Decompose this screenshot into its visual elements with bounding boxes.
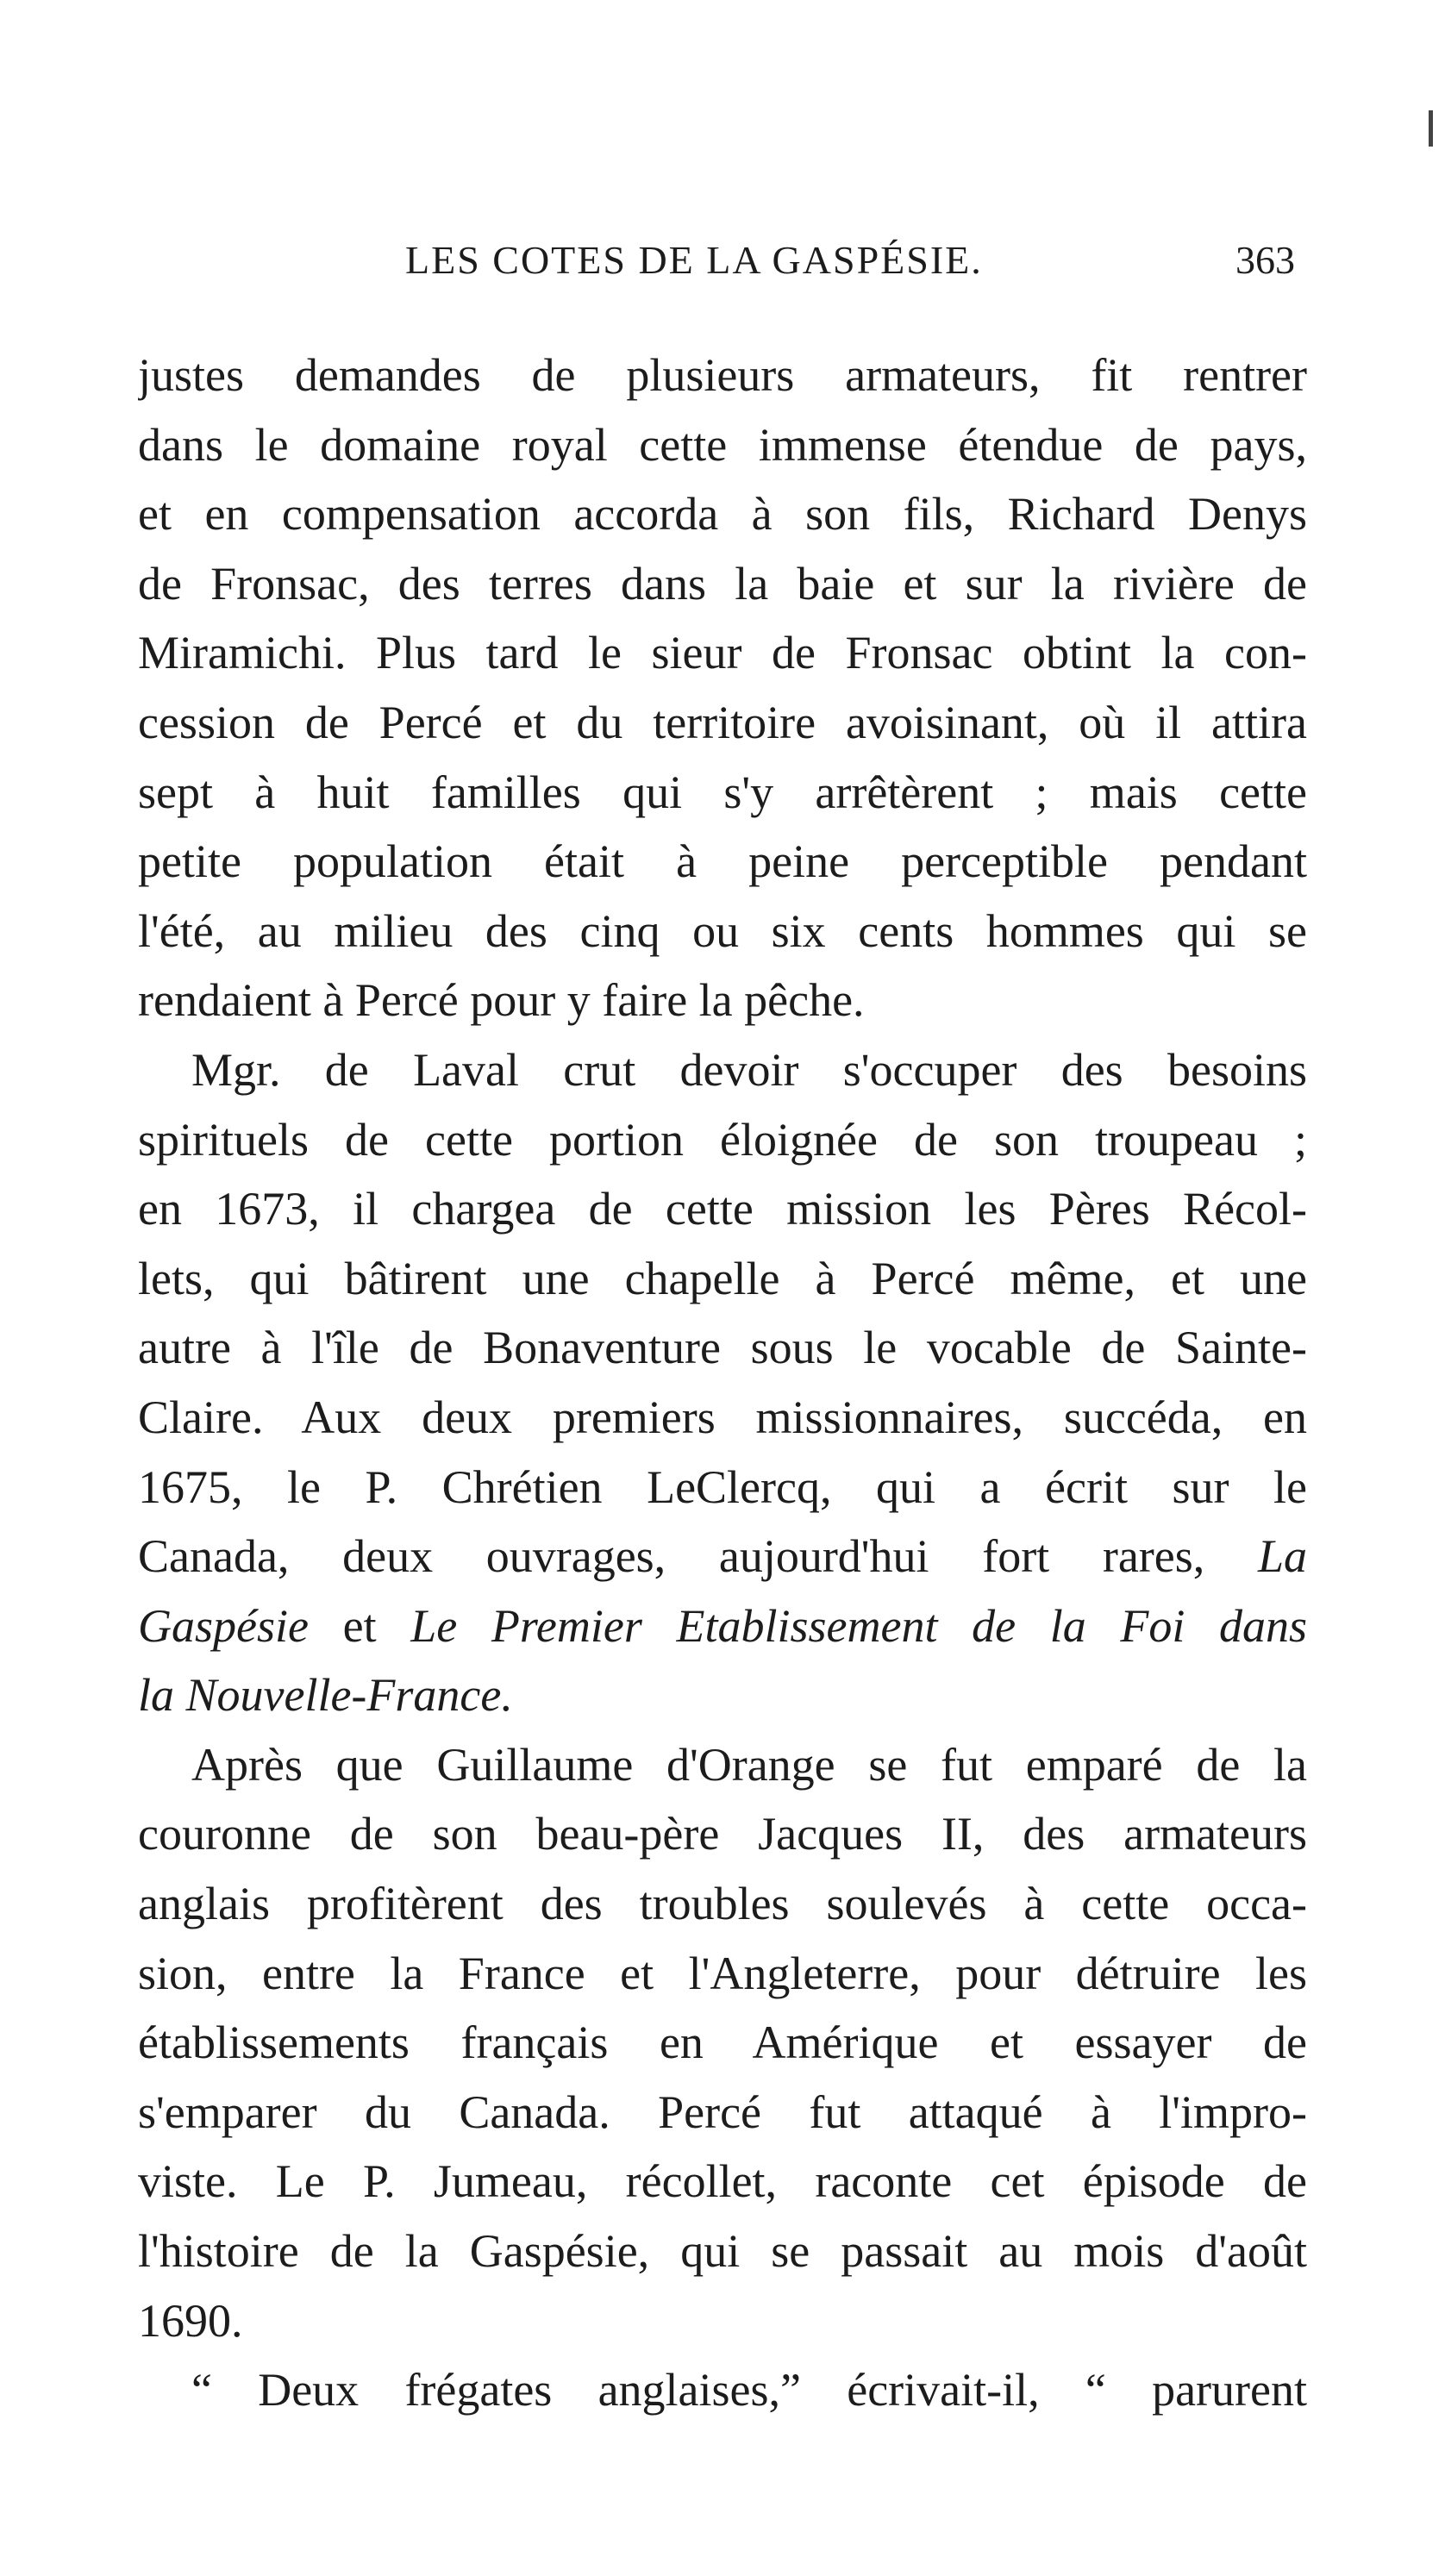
text-run: et	[342, 1599, 377, 1652]
italic-title: La	[1257, 1530, 1307, 1583]
running-head	[138, 234, 1307, 286]
text-line: “ Deux frégates anglaises,” écrivait-il, “ parurent	[191, 2364, 1307, 2417]
text-line	[138, 1522, 1307, 1591]
text-line: cession de Percé et du territoire avoisinant, où il attira	[138, 696, 1307, 748]
text-run: Canada, deux ouvrages, aujourd'hui fort rares,	[138, 1530, 1205, 1583]
text-line: justes demandes de plusieurs armateurs, fit rentrer	[138, 349, 1307, 401]
italic-title: Gaspésie	[138, 1599, 309, 1652]
page-number: 363	[1235, 238, 1295, 282]
text-line: en 1673, il chargea de cette mission les Pères Récol-	[138, 1183, 1307, 1235]
text-line: rendaient à Percé pour y faire la pêche.	[138, 974, 865, 1027]
text-line: établissements français en Amérique et essayer de	[138, 2016, 1307, 2069]
text-line: Après que Guillaume d'Orange se fut emparé de la	[191, 1738, 1307, 1791]
text-line: l'histoire de la Gaspésie, qui se passait au mois d'août	[138, 2225, 1307, 2278]
text-line: petite population était à peine perceptible pendant	[138, 835, 1307, 888]
italic-title: Le Premier Etablissement de la Foi dans	[410, 1599, 1307, 1652]
text-line: anglais profitèrent des troubles soulevés à cette occa-	[138, 1878, 1307, 1930]
italic-title: la Nouvelle-France.	[138, 1669, 513, 1722]
text-line: l'été, au milieu des cinq ou six cents hommes qui se	[138, 904, 1307, 957]
text-line: sept à huit familles qui s'y arrêtèrent ; mais cette	[138, 766, 1307, 818]
text-line	[138, 1591, 1307, 1661]
text-line: Miramichi. Plus tard le sieur de Fronsac obtint la con-	[138, 627, 1307, 679]
text-line: dans le domaine royal cette immense étendue de pays,	[138, 418, 1307, 471]
running-title: LES COTES DE LA GASPÉSIE.	[405, 238, 983, 282]
text-line: Claire. Aux deux premiers missionnaires, succéda, en	[138, 1391, 1307, 1443]
text-line: couronne de son beau-père Jacques II, des armateurs	[138, 1808, 1307, 1860]
margin-mark	[1429, 110, 1433, 147]
text-line: 1675, le P. Chrétien LeClercq, qui a écrit sur le	[138, 1460, 1307, 1513]
text-line: spirituels de cette portion éloignée de son troupeau ;	[138, 1113, 1307, 1166]
text-line: autre à l'île de Bonaventure sous le vocable de Sainte-	[138, 1322, 1307, 1374]
text-line: s'emparer du Canada. Percé fut attaqué à l'impro-	[138, 2085, 1307, 2138]
text-line: Mgr. de Laval crut devoir s'occuper des besoins	[191, 1043, 1307, 1096]
text-line: et en compensation accorda à son fils, Richard Denys	[138, 488, 1307, 541]
text-line: de Fronsac, des terres dans la baie et sur la rivière de	[138, 557, 1307, 610]
text-line: viste. Le P. Jumeau, récollet, raconte cet épisode de	[138, 2155, 1307, 2208]
text-line: lets, qui bâtirent une chapelle à Percé même, et une	[138, 1252, 1307, 1304]
body-text	[138, 341, 1307, 2425]
text-line: 1690.	[138, 2294, 243, 2347]
text-line: sion, entre la France et l'Angleterre, pour détruire les	[138, 1947, 1307, 1999]
